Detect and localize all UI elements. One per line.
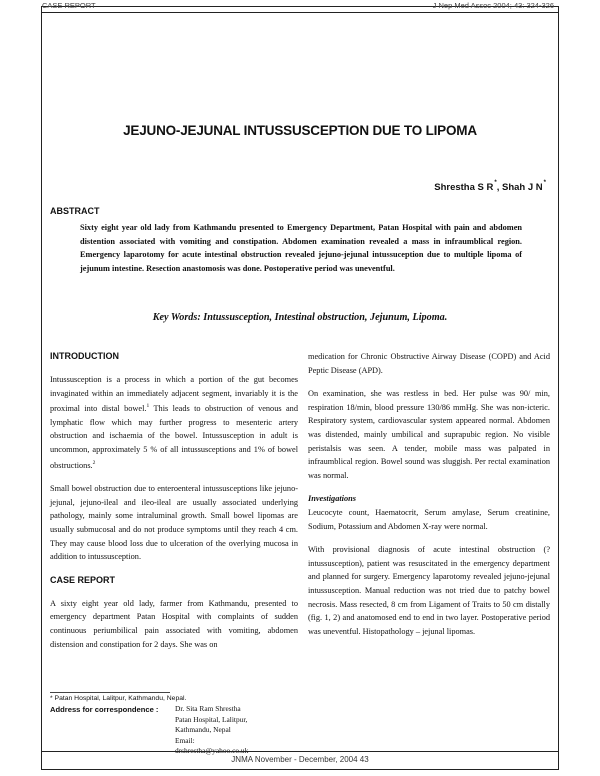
intro-paragraph-1 — [50, 373, 298, 472]
author-2-mark: * — [543, 180, 546, 186]
author-2: Shah J N — [502, 182, 543, 193]
keywords: Key Words: Intussusception, Intestinal obstruction, Jejunum, Lipoma. — [152, 312, 448, 323]
affiliation: * Patan Hospital, Lalitpur, Kathmandu, Nepal. — [50, 695, 187, 702]
case-report-heading: CASE REPORT — [50, 574, 116, 585]
footer-rule — [41, 751, 559, 752]
case-paragraph-1: A sixty eight year old lady, farmer from Kathmandu, presented to emergency department Patan Hospital with complaints of sudden continuous periumbilical pain associated with vomiting, abdomen distension and constipation for 2 days. She was on — [50, 598, 298, 649]
case-paragraph-2: medication for Chronic Obstructive Airway Disease (COPD) and Acid Peptic Disease (APD). — [308, 352, 550, 375]
investigations-paragraph: Leucocyte count, Haematocrit, Serum amylase, Serum creatinine, Sodium, Potassium and Abdomen X-ray were normal. — [308, 507, 550, 531]
footnote-rule — [50, 692, 170, 693]
author-1: Shrestha S R — [434, 182, 494, 193]
running-header-citation: J Nep Med Assoc 2004; 43: 324-326 — [432, 1, 554, 10]
header-rule — [41, 12, 559, 13]
management-paragraph: With provisional diagnosis of acute intestinal obstruction (? intussusception), patient was resuscitated in the emergency department and planned for surgery. Emergency laparotomy revealed jejuno-jejunal intussusception. Manual reduction was not tried due to patchy bowel necrosis. Mass resected, 8 cm from Ligament of Traits to 50 cm distally (fig. 1, 2) and anatomosed end to end in two layer. Postoperative period was uneventful. Histopathology – jejunal lipomas. — [308, 545, 550, 636]
introduction-heading: INTRODUCTION — [50, 351, 119, 361]
article-title: JEJUNO-JEJUNAL INTUSSUSCEPTION DUE TO LIPOMA — [123, 123, 477, 138]
right-column — [308, 350, 550, 648]
investigations-heading: Investigations — [308, 494, 356, 504]
correspondence-email: Email: drshrestha@yahoo.co.uk — [175, 735, 249, 755]
left-column — [50, 350, 298, 661]
intro-p1-part-a: Intussusception is a process in which a portion of the gut becomes invaginated within an immediately adjacent segment, invariably it is the proximal into distal bowel. — [50, 375, 298, 414]
running-header-section: CASE REPORT — [42, 1, 96, 10]
footnote — [50, 694, 249, 755]
examination-paragraph: On examination, she was restless in bed. Her pulse was 90/ min, respiration 18/min, blood pressure 130/86 mmHg. She was non-icteric. Respiratory system, cardiovascular system appeared normal. Abdomen was distended, mainly umbilical and suprapubic region. No visible peristalsis was seen. A tender, mobile mass was palpated in infraumblical region. Bowel sound was sluggish. Per rectal examination was normal. — [308, 389, 550, 480]
author-1-mark: * — [494, 180, 497, 186]
page-footer: JNMA November - December, 2004 43 — [231, 755, 369, 764]
correspondence-label: Address for correspondence : — [50, 704, 159, 714]
abstract-text: Sixty eight year old lady from Kathmandu presented to Emergency Department, Patan Hospital with pain and abdomen distention associated with vomiting and constipation. Abdomen examination revealed a mass in infraumblical region. Emergency laparotomy for acute intestinal obstruction revealed jejuno-jejunal intussuception due to multiple lipoma of jejunum intestine. Resection anastomosis was done. Postoperative period was uneventful. — [80, 223, 522, 273]
intro-paragraph-2: Small bowel obstruction due to enteroenteral intussusceptions like jejuno-jejunal, jejuno-ileal and ileo-ileal are usually associated underlying pathology, mainly some intraluminal growth. Small bowel lipomas are usually submucosal and do not produce symptoms until they reach 4 cm. They may cause blood loss due to ulceration of the overlying mucosa in addition to intussusception. — [50, 484, 298, 562]
correspondence-name: Dr. Sita Ram Shrestha — [175, 704, 241, 713]
reference-1: 1 — [146, 403, 150, 410]
author-separator: , — [496, 182, 502, 193]
correspondence-address: Patan Hospital, Lalitpur, Kathmandu, Nepal — [175, 714, 248, 734]
correspondence-details — [175, 704, 248, 757]
intro-p1-part-b: This leads to obstruction of venous and lymphatic flow which may further progress to mesenteric artery obstruction and ischaemia of the bowel. Intussusception in adult is uncommon, approximately 5 % of all intussusceptions and 1% of bowel obstructions. — [50, 404, 298, 470]
abstract-heading: ABSTRACT — [50, 206, 100, 216]
reference-2: 2 — [92, 459, 96, 466]
author-line — [434, 180, 546, 193]
